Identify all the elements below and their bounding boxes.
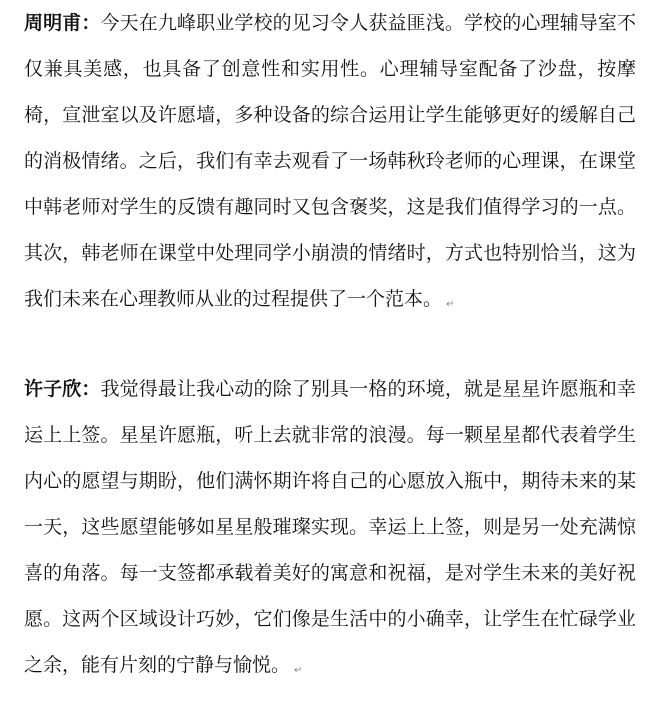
speaker-name: 许子欣 (24, 378, 82, 400)
paragraph-mark-icon: ↵ (294, 665, 303, 676)
paragraph-zhou-mingfu (24, 0, 636, 328)
paragraph-text: 我觉得最让我心动的除了别具一格的环境，就是星星许愿瓶和幸运上上签。星星许愿瓶，听上去就非常的浪漫。每一颗星星都代表着学生内心的愿望与期盼，他们满怀期许将自己的心愿放入瓶中，期待未来的某一天，这些愿望能够如星星般璀璨实现。幸运上上签，则是另一处充满惊喜的角落。每一支签都承载着美好的寓意和祝福，是对学生未来的美好祝愿。这两个区域设计巧妙，它们像是生活中的小确幸，让学生在忙碌学业之余，能有片刻的宁静与愉悦。 (24, 378, 636, 676)
speaker-colon: ： (81, 378, 101, 400)
speaker-name: 周明甫 (24, 12, 82, 34)
speaker-colon: ： (81, 12, 101, 34)
paragraph-text: 今天在九峰职业学校的见习令人获益匪浅。学校的心理辅导室不仅兼具美感，也具备了创意性和实用性。心理辅导室配备了沙盘，按摩椅，宣泄室以及许愿墙，多种设备的综合运用让学生能够更好的缓解自己的消极情绪。之后，我们有幸去观看了一场韩秋玲老师的心理课，在课堂中韩老师对学生的反馈有趣同时又包含褒奖，这是我们值得学习的一点。其次，韩老师在课堂中处理同学小崩溃的情绪时，方式也特别恰当，这为我们未来在心理教师从业的过程提供了一个范本。 (24, 12, 636, 310)
paragraph-xu-zixin (24, 366, 636, 694)
paragraph-mark-icon: ↵ (446, 299, 455, 310)
